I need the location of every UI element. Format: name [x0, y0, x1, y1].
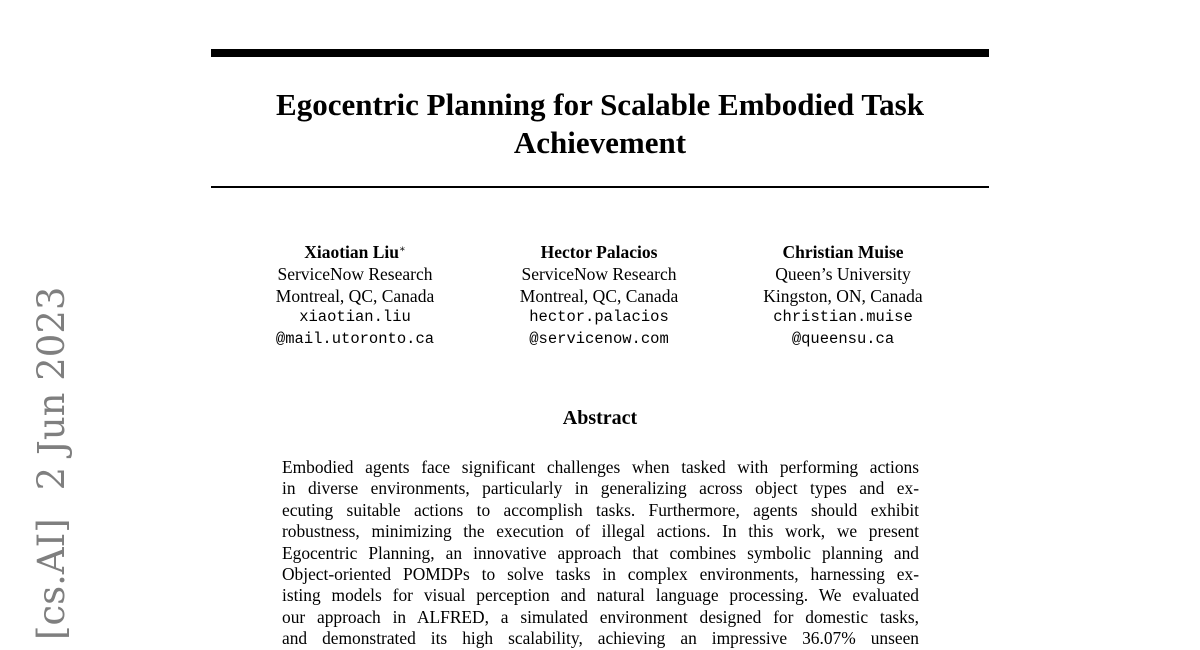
abstract-line: Egocentric Planning, an innovative approach that combines symbolic planning and — [282, 542, 919, 563]
abstract-line: and demonstrated its high scalability, achieving an impressive 36.07% unseen — [282, 628, 919, 649]
author-block — [474, 242, 724, 351]
author-affiliation: ServiceNow Research — [277, 263, 433, 284]
arxiv-category: [cs.AI] — [30, 518, 73, 640]
paper-title — [211, 86, 989, 162]
author-location: Kingston, ON, Canada — [763, 285, 923, 306]
author-email-domain: @servicenow.com — [529, 330, 669, 349]
author-name: Xiaotian Liu∗ — [304, 242, 406, 262]
author-block — [230, 242, 480, 351]
abstract-line: Object-oriented POMDPs to solve tasks in complex environments, harnessing ex- — [282, 563, 919, 584]
abstract-line: Embodied agents face significant challenges when tasked with performing actions — [282, 457, 919, 477]
author-affiliation: Queen’s University — [775, 263, 911, 284]
author-location: Montreal, QC, Canada — [519, 285, 679, 306]
title-line-1: Egocentric Planning for Scalable Embodied Task — [276, 87, 924, 122]
author-affiliation: ServiceNow Research — [521, 263, 677, 284]
title-bottom-rule — [211, 186, 989, 188]
abstract-line: isting models for visual perception and natural language processing. We evaluated — [282, 585, 919, 606]
author-block — [718, 242, 968, 351]
author-email-user: xiaotian.liu — [299, 308, 411, 327]
abstract-heading: Abstract — [562, 407, 638, 429]
abstract-line: in diverse environments, particularly in generalizing across object types and ex- — [282, 478, 919, 499]
author-location: Montreal, QC, Canada — [275, 285, 435, 306]
author-email-user: hector.palacios — [529, 308, 669, 327]
abstract-body — [282, 457, 919, 650]
author-name: Christian Muise — [782, 242, 904, 262]
author-email-user: christian.muise — [773, 308, 913, 327]
abstract-line: our approach in ALFRED, a simulated environment designed for domestic tasks, — [282, 606, 919, 627]
title-top-rule — [211, 49, 989, 57]
abstract-line: robustness, minimizing the execution of illegal actions. In this work, we present — [282, 521, 919, 542]
author-name: Hector Palacios — [540, 242, 658, 262]
author-email-domain: @mail.utoronto.ca — [275, 330, 435, 349]
arxiv-side-stamp — [30, 286, 74, 640]
title-line-2: Achievement — [513, 125, 687, 160]
arxiv-date: 2 Jun 2023 — [30, 286, 73, 491]
author-email-domain: @queensu.ca — [791, 330, 895, 349]
footnote-marker: ∗ — [399, 244, 406, 255]
abstract-line: ecuting suitable actions to accomplish tasks. Furthermore, agents should exhibit — [282, 499, 919, 520]
